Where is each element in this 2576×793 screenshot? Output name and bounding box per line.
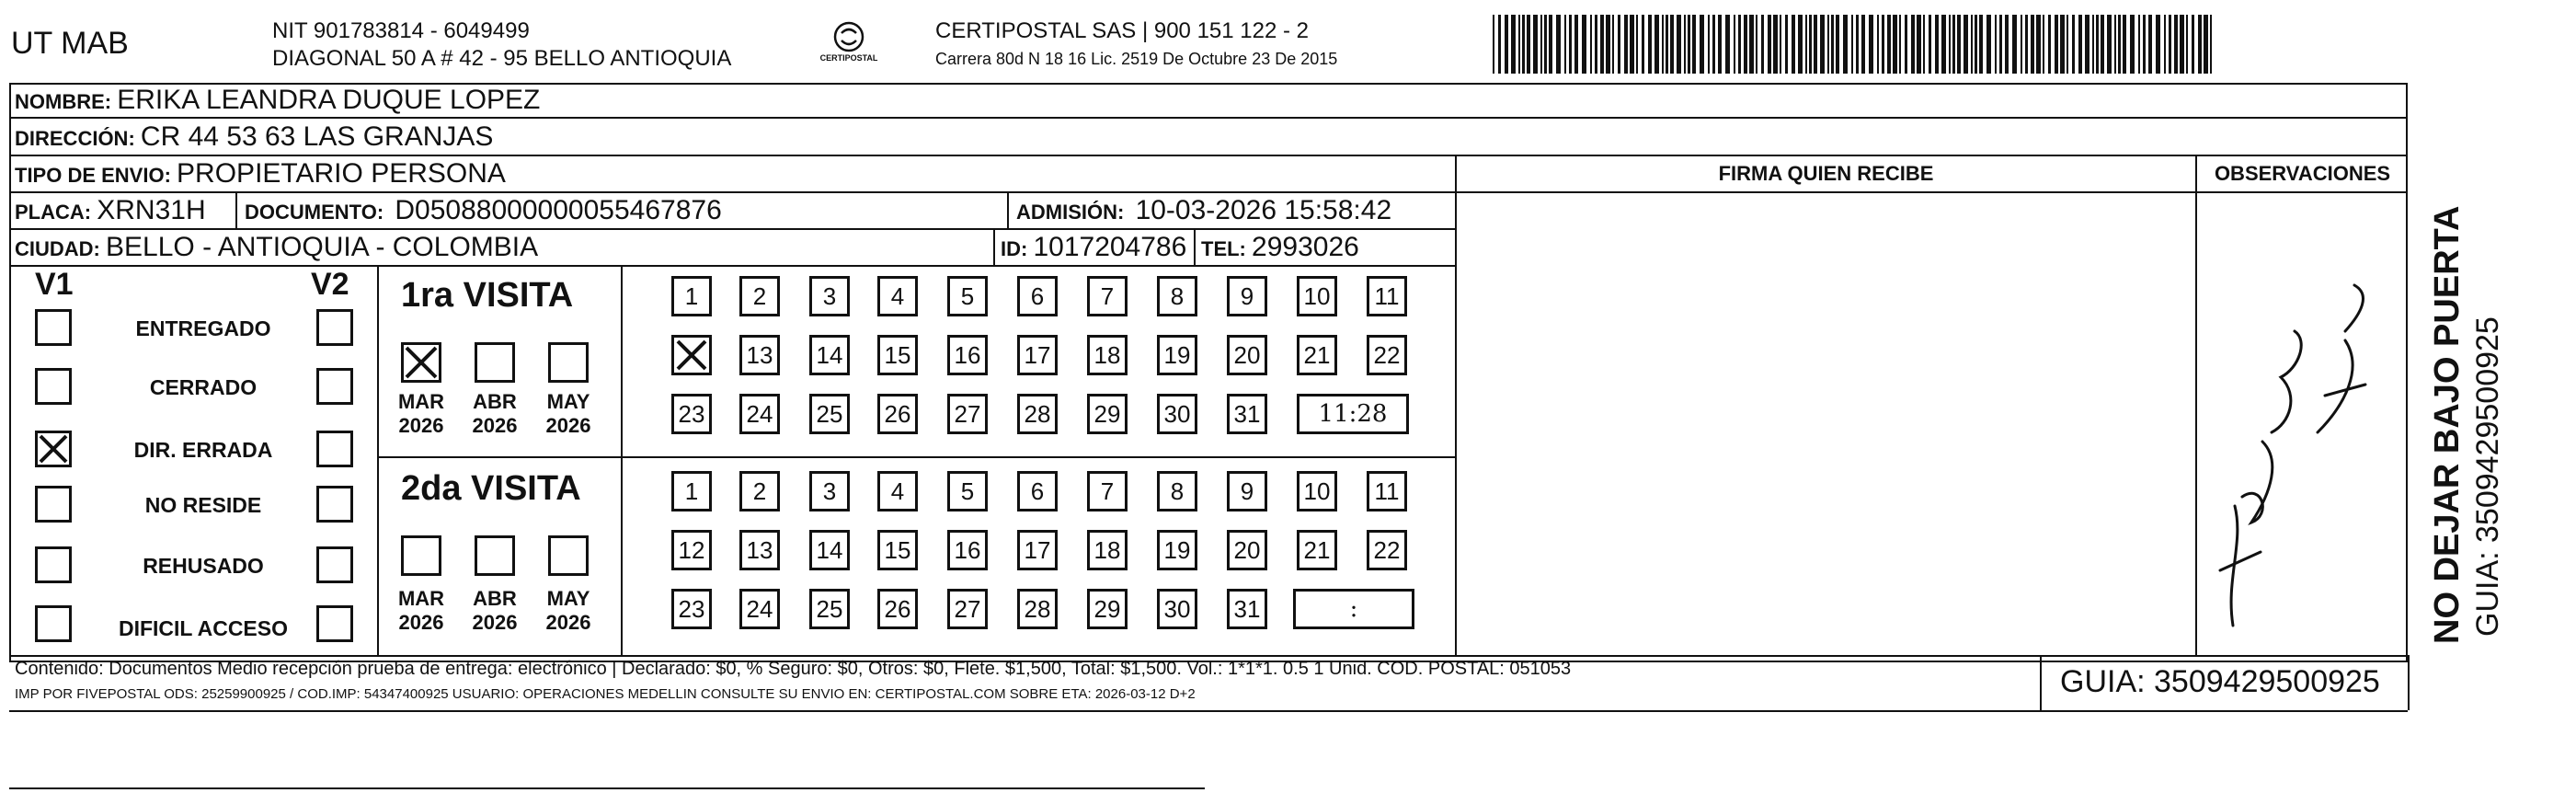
day-27-box[interactable]: 27	[947, 394, 988, 434]
day-13-box[interactable]: 13	[739, 335, 780, 375]
barcode-bar	[2192, 15, 2194, 74]
barcode-bar	[1917, 15, 1921, 74]
barcode-bar	[1995, 15, 1997, 74]
company-address: DIAGONAL 50 A # 42 - 95 BELLO ANTIOQUIA	[272, 46, 732, 71]
barcode-bar	[1677, 15, 1681, 74]
nit: NIT 901783814 - 6049499	[272, 18, 530, 43]
day-5-box[interactable]: 5	[947, 276, 988, 316]
barcode-bar	[1527, 15, 1530, 74]
bottom-rule	[9, 787, 1205, 789]
day-22-box[interactable]: 22	[1367, 335, 1407, 375]
day-12-box[interactable]: 12	[671, 530, 712, 570]
status-dificil-acceso: DIFICIL ACCESO	[118, 616, 288, 640]
barcode-bar	[1798, 15, 1803, 74]
divider	[1007, 191, 1009, 228]
day-13-box[interactable]: 13	[739, 530, 780, 570]
id-value: 1017204786	[1033, 232, 1187, 262]
handwritten-observation	[2207, 276, 2391, 644]
check-mark-icon	[38, 433, 69, 465]
v2-label: V2	[311, 267, 349, 302]
barcode-bar	[2092, 15, 2094, 74]
carrier-license: Carrera 80d N 18 16 Lic. 2519 De Octubre 23 De 2015	[935, 50, 1338, 68]
document-value: D05088000000055467876	[395, 195, 722, 225]
month-year: 2026	[398, 611, 444, 634]
v1-cerrado-checkbox[interactable]	[35, 368, 72, 405]
barcode-bar	[2025, 15, 2028, 74]
barcode-bar	[2156, 15, 2160, 74]
barcode-bar	[2123, 15, 2126, 74]
barcode-bar	[1935, 15, 1939, 74]
barcode-bar	[1905, 15, 1907, 74]
day-31-box[interactable]: 31	[1227, 394, 1267, 434]
day-24-box[interactable]: 24	[739, 394, 780, 434]
month-label	[541, 587, 596, 635]
divider	[9, 265, 1455, 267]
barcode-bar	[1809, 15, 1812, 74]
barcode-bar	[2130, 15, 2135, 74]
day-20-box[interactable]: 20	[1227, 530, 1267, 570]
barcode-bar	[2164, 15, 2166, 74]
day-6-box[interactable]: 6	[1017, 276, 1058, 316]
barcode-bar	[2186, 15, 2188, 74]
barcode-bar	[1805, 15, 1807, 74]
barcode-bar	[1941, 15, 1946, 74]
barcode-bar	[1648, 15, 1652, 74]
v1-rehusado-checkbox[interactable]	[35, 546, 72, 583]
barcode-bar	[1761, 15, 1764, 74]
barcode-bar	[1582, 15, 1586, 74]
month-name: ABR	[473, 587, 517, 610]
barcode-bar	[2101, 15, 2104, 74]
tel-label: TEL:	[1201, 237, 1246, 260]
barcode-bar	[2072, 15, 2075, 74]
divider	[1455, 155, 1457, 655]
plate-value: XRN31H	[97, 195, 206, 225]
contents-line: Contenido: Documentos Medio recepción prueba de entrega: electrónico | Declarado: $0, % Seguro: $0, Otros: $0, Flete. $1,500, Total: $1,500. Vol.: 1*1*1. 0.5 1 Unid. COD. POSTAL: 051053	[15, 659, 1572, 679]
day-18-box[interactable]: 18	[1087, 530, 1128, 570]
barcode-bar	[1856, 15, 1859, 74]
barcode-bar	[1654, 15, 1659, 74]
id-label: ID:	[1001, 237, 1028, 260]
day-30-box[interactable]: 30	[1157, 394, 1197, 434]
day-3-box[interactable]: 3	[809, 471, 850, 511]
barcode-bar	[1642, 15, 1644, 74]
day-4-box[interactable]: 4	[877, 276, 918, 316]
barcode-bar	[1708, 15, 1710, 74]
v2-dir-errada-checkbox[interactable]	[316, 431, 353, 467]
shipment-type: PROPIETARIO PERSONA	[177, 158, 506, 189]
v1-dir-errada-checkbox[interactable]	[35, 431, 72, 467]
divider	[377, 456, 1455, 458]
barcode-bar	[1780, 15, 1781, 74]
type-row	[15, 158, 506, 190]
barcode-bar	[2055, 15, 2058, 74]
second-visit-month-may[interactable]	[548, 535, 589, 576]
day-7-box[interactable]: 7	[1087, 471, 1128, 511]
month-year: 2026	[472, 611, 518, 634]
day-21-box[interactable]: 21	[1297, 530, 1337, 570]
barcode-bar	[1949, 15, 1951, 74]
day-4-box[interactable]: 4	[877, 471, 918, 511]
month-year: 2026	[472, 414, 518, 437]
barcode-bar	[1986, 15, 1991, 74]
barcode-bar	[2005, 15, 2009, 74]
month-name: MAR	[397, 390, 445, 413]
barcode-bar	[1957, 15, 1961, 74]
month-name: MAY	[546, 587, 590, 610]
barcode-bar	[1498, 15, 1501, 74]
day-15-box[interactable]: 15	[877, 530, 918, 570]
second-visit-title: 2da VISITA	[401, 469, 581, 508]
barcode-bar	[1869, 15, 1873, 74]
document-label: DOCUMENTO:	[245, 201, 384, 224]
barcode-bar	[1911, 15, 1915, 74]
signature-label: FIRMA QUIEN RECIBE	[1718, 162, 1934, 185]
divider	[1194, 228, 1196, 265]
v2-no-reside-checkbox[interactable]	[316, 486, 353, 523]
plate-label: PLACA:	[15, 201, 92, 224]
day-23-box[interactable]: 23	[671, 394, 712, 434]
barcode-bar	[1556, 15, 1561, 74]
day-25-box[interactable]: 25	[809, 394, 850, 434]
day-16-box[interactable]: 16	[947, 530, 988, 570]
barcode-bar	[1518, 15, 1520, 74]
day-14-box[interactable]: 14	[809, 530, 850, 570]
divider	[993, 228, 995, 265]
name-row	[15, 85, 540, 116]
divider	[9, 228, 1455, 230]
month-label	[467, 390, 522, 438]
barcode-bar	[2078, 15, 2082, 74]
barcode-bar	[1768, 15, 1771, 74]
barcode-bar	[1612, 15, 1614, 74]
barcode-bar	[2174, 15, 2178, 74]
barcode-bar	[2204, 15, 2208, 74]
barcode-bar	[1952, 15, 1955, 74]
month-label	[467, 587, 522, 635]
day-9-box[interactable]: 9	[1227, 471, 1267, 511]
v2-entregado-checkbox[interactable]	[316, 309, 353, 346]
recipient-name: ERIKA LEANDRA DUQUE LOPEZ	[117, 85, 541, 115]
barcode-bar	[1923, 15, 1925, 74]
barcode-bar	[2107, 15, 2112, 74]
day-9-box[interactable]: 9	[1227, 276, 1267, 316]
barcode-bar	[1670, 15, 1674, 74]
observations-label: OBSERVACIONES	[2214, 162, 2391, 185]
barcode-bar	[1692, 15, 1696, 74]
status-rehusado: REHUSADO	[143, 554, 264, 578]
barcode-bar	[1718, 15, 1722, 74]
divider	[9, 655, 2408, 657]
barcode-bar	[1630, 15, 1634, 74]
barcode-bar	[1843, 15, 1848, 74]
month-label	[394, 587, 449, 635]
divider	[377, 265, 379, 655]
first-visit-month-may[interactable]	[548, 342, 589, 383]
city-row	[15, 232, 538, 263]
barcode-bar	[2043, 15, 2044, 74]
month-name: MAY	[546, 390, 590, 413]
barcode-bar	[1590, 15, 1592, 74]
recipient-address: CR 44 53 63 LAS GRANJAS	[140, 121, 494, 152]
barcode-bar	[1734, 15, 1735, 74]
day-27-box[interactable]: 27	[947, 589, 988, 629]
barcode-bar	[1666, 15, 1668, 74]
barcode-bar	[2021, 15, 2022, 74]
day-7-box[interactable]: 7	[1087, 276, 1128, 316]
barcode-bar	[1662, 15, 1664, 74]
imp-line: IMP POR FIVEPOSTAL ODS: 25259900925 / COD.IMP: 54347400925 USUARIO: OPERACIONES MEDELLIN CONSULTE SU ENVIO EN: CERTIPOSTAL.COM SOBRE ETA: 2026-03-12 D+2	[15, 686, 1196, 702]
footer-guia: GUIA: 3509429500925	[2060, 664, 2380, 699]
barcode-bar	[2060, 15, 2065, 74]
barcode-bar	[2198, 15, 2202, 74]
day-22-box[interactable]: 22	[1367, 530, 1407, 570]
barcode-bar	[1725, 15, 1730, 74]
day-16-box[interactable]: 16	[947, 335, 988, 375]
city-value: BELLO - ANTIOQUIA - COLOMBIA	[106, 232, 539, 262]
v2-cerrado-checkbox[interactable]	[316, 368, 353, 405]
barcode-bar	[1929, 15, 1931, 74]
barcode-bar	[1624, 15, 1628, 74]
admission-row	[1016, 195, 1391, 226]
document-row	[245, 195, 722, 226]
month-year: 2026	[545, 414, 591, 437]
divider	[2195, 155, 2197, 655]
barcode-bar	[1540, 15, 1542, 74]
admission-label: ADMISIÓN:	[1016, 201, 1125, 224]
status-entregado: ENTREGADO	[135, 316, 271, 340]
day-1-box[interactable]: 1	[671, 471, 712, 511]
day-11-box[interactable]: 11	[1367, 471, 1407, 511]
barcode-bar	[1820, 15, 1825, 74]
divider	[9, 117, 2408, 119]
barcode-bar	[2096, 15, 2099, 74]
barcode-bar	[1814, 15, 1817, 74]
barcode-bar	[1792, 15, 1795, 74]
barcode-bar	[1549, 15, 1552, 74]
day-31-box[interactable]: 31	[1227, 589, 1267, 629]
barcode-bar	[1999, 15, 2002, 74]
address-row	[15, 121, 493, 153]
day-20-box[interactable]: 20	[1227, 335, 1267, 375]
barcode-bar	[1756, 15, 1757, 74]
certipostal-logo	[807, 20, 890, 72]
day-24-box[interactable]: 24	[739, 589, 780, 629]
barcode-bar	[2210, 15, 2212, 74]
barcode-bar	[1564, 15, 1566, 74]
day-8-box[interactable]: 8	[1157, 471, 1197, 511]
day-2-box[interactable]: 2	[739, 276, 780, 316]
barcode-bar	[1533, 15, 1538, 74]
divider	[9, 155, 2408, 156]
barcode-bar	[2031, 15, 2034, 74]
barcode-bar	[1975, 15, 1977, 74]
day-19-box[interactable]: 19	[1157, 335, 1197, 375]
day-8-box[interactable]: 8	[1157, 276, 1197, 316]
divider	[2040, 655, 2042, 710]
day-18-box[interactable]: 18	[1087, 335, 1128, 375]
barcode-bar	[1505, 15, 1508, 74]
status-dir-errada: DIR. ERRADA	[133, 438, 273, 462]
barcode-bar	[1606, 15, 1610, 74]
v1-dificil-acceso-checkbox[interactable]	[35, 605, 72, 642]
day-15-box[interactable]: 15	[877, 335, 918, 375]
barcode-bar	[1963, 15, 1968, 74]
no-leave-under-door-warning: NO DEJAR BAJO PUERTA	[2428, 205, 2467, 644]
barcode-bar	[1522, 15, 1525, 74]
tel-row	[1201, 232, 1359, 263]
barcode-bar	[2085, 15, 2089, 74]
day-29-box[interactable]: 29	[1087, 394, 1128, 434]
day-28-box[interactable]: 28	[1017, 589, 1058, 629]
barcode-bar	[1688, 15, 1690, 74]
check-mark-icon	[674, 338, 709, 373]
barcode-bar	[1511, 15, 1516, 74]
barcode-bar	[1887, 15, 1891, 74]
barcode-bar	[1836, 15, 1839, 74]
v1-entregado-checkbox[interactable]	[35, 309, 72, 346]
barcode-bar	[2067, 15, 2068, 74]
id-row	[1001, 232, 1186, 263]
barcode-bar	[1773, 15, 1778, 74]
day-21-box[interactable]: 21	[1297, 335, 1337, 375]
day-3-box[interactable]: 3	[809, 276, 850, 316]
barcode-bar	[1785, 15, 1788, 74]
barcode-bar	[2036, 15, 2041, 74]
month-label	[394, 390, 449, 438]
barcode-bar	[2148, 15, 2152, 74]
v2-rehusado-checkbox[interactable]	[316, 546, 353, 583]
barcode-bar	[1738, 15, 1741, 74]
barcode-bar	[1700, 15, 1704, 74]
barcode-bar	[2169, 15, 2171, 74]
barcode-bar	[2138, 15, 2140, 74]
tel-value: 2993026	[1252, 232, 1359, 262]
day-10-box[interactable]: 10	[1297, 471, 1337, 511]
day-28-box[interactable]: 28	[1017, 394, 1058, 434]
second-visit-time-box[interactable]: :	[1293, 589, 1414, 629]
status-no-reside: NO RESIDE	[144, 493, 262, 517]
barcode-bar	[1971, 15, 1973, 74]
v1-label: V1	[35, 267, 74, 302]
name-label: NOMBRE:	[15, 90, 112, 113]
day-23-box[interactable]: 23	[671, 589, 712, 629]
barcode-bar	[1595, 15, 1597, 74]
company-name: UT MAB	[11, 26, 129, 61]
divider	[235, 191, 237, 228]
day-1-box[interactable]: 1	[671, 276, 712, 316]
divider	[2408, 655, 2410, 710]
v2-dificil-acceso-checkbox[interactable]	[316, 605, 353, 642]
second-visit-month-abr[interactable]	[475, 535, 515, 576]
day-25-box[interactable]: 25	[809, 589, 850, 629]
day-26-box[interactable]: 26	[877, 394, 918, 434]
month-name: ABR	[473, 390, 517, 413]
city-label: CIUDAD:	[15, 237, 100, 260]
barcode-bar	[1544, 15, 1547, 74]
barcode-bar	[1827, 15, 1829, 74]
admission-value: 10-03-2026 15:58:42	[1135, 195, 1392, 225]
barcode-bar	[2143, 15, 2146, 74]
barcode-bar	[1899, 15, 1901, 74]
barcode-bar	[1882, 15, 1884, 74]
second-visit-month-mar[interactable]	[401, 535, 441, 576]
v1-no-reside-checkbox[interactable]	[35, 486, 72, 523]
barcode-bar	[1851, 15, 1853, 74]
month-year: 2026	[398, 414, 444, 437]
month-label	[541, 390, 596, 438]
barcode	[1493, 15, 2219, 74]
first-visit-title: 1ra VISITA	[401, 276, 574, 315]
barcode-bar	[2180, 15, 2184, 74]
first-visit-time-box[interactable]: 11:28	[1297, 394, 1409, 434]
address-label: DIRECCIÓN:	[15, 127, 135, 150]
first-visit-month-abr[interactable]	[475, 342, 515, 383]
day-14-box[interactable]: 14	[809, 335, 850, 375]
barcode-bar	[1877, 15, 1879, 74]
divider	[9, 191, 2408, 193]
month-name: MAR	[397, 587, 445, 610]
day-12-box[interactable]	[671, 335, 712, 375]
day-26-box[interactable]: 26	[877, 589, 918, 629]
barcode-bar	[1979, 15, 1983, 74]
day-6-box[interactable]: 6	[1017, 471, 1058, 511]
barcode-bar	[2118, 15, 2121, 74]
barcode-bar	[1744, 15, 1747, 74]
divider	[9, 710, 2408, 712]
month-year: 2026	[545, 611, 591, 634]
barcode-bar	[2114, 15, 2116, 74]
day-2-box[interactable]: 2	[739, 471, 780, 511]
plate-row	[15, 195, 206, 226]
barcode-bar	[1749, 15, 1754, 74]
side-guia: GUIA: 3509429500925	[2470, 316, 2505, 637]
barcode-bar	[1600, 15, 1604, 74]
logo-text: CERTIPOSTAL	[819, 53, 878, 63]
barcode-bar	[1893, 15, 1897, 74]
barcode-bar	[2012, 15, 2017, 74]
status-cerrado: CERRADO	[149, 375, 258, 399]
barcode-bar	[1618, 15, 1620, 74]
barcode-bar	[1636, 15, 1638, 74]
day-11-box[interactable]: 11	[1367, 276, 1407, 316]
divider	[621, 265, 623, 655]
day-17-box[interactable]: 17	[1017, 335, 1058, 375]
day-17-box[interactable]: 17	[1017, 530, 1058, 570]
day-19-box[interactable]: 19	[1157, 530, 1197, 570]
first-visit-month-mar[interactable]	[401, 342, 441, 383]
barcode-bar	[1493, 15, 1494, 74]
check-mark-icon	[404, 345, 439, 380]
barcode-bar	[1574, 15, 1578, 74]
day-29-box[interactable]: 29	[1087, 589, 1128, 629]
day-5-box[interactable]: 5	[947, 471, 988, 511]
type-label: TIPO DE ENVIO:	[15, 164, 171, 187]
barcode-bar	[1684, 15, 1686, 74]
day-10-box[interactable]: 10	[1297, 276, 1337, 316]
barcode-bar	[1831, 15, 1834, 74]
day-30-box[interactable]: 30	[1157, 589, 1197, 629]
barcode-bar	[2048, 15, 2051, 74]
barcode-bar	[1712, 15, 1715, 74]
barcode-bar	[1861, 15, 1865, 74]
carrier-name: CERTIPOSTAL SAS | 900 151 122 - 2	[935, 18, 1309, 43]
barcode-bar	[1569, 15, 1572, 74]
